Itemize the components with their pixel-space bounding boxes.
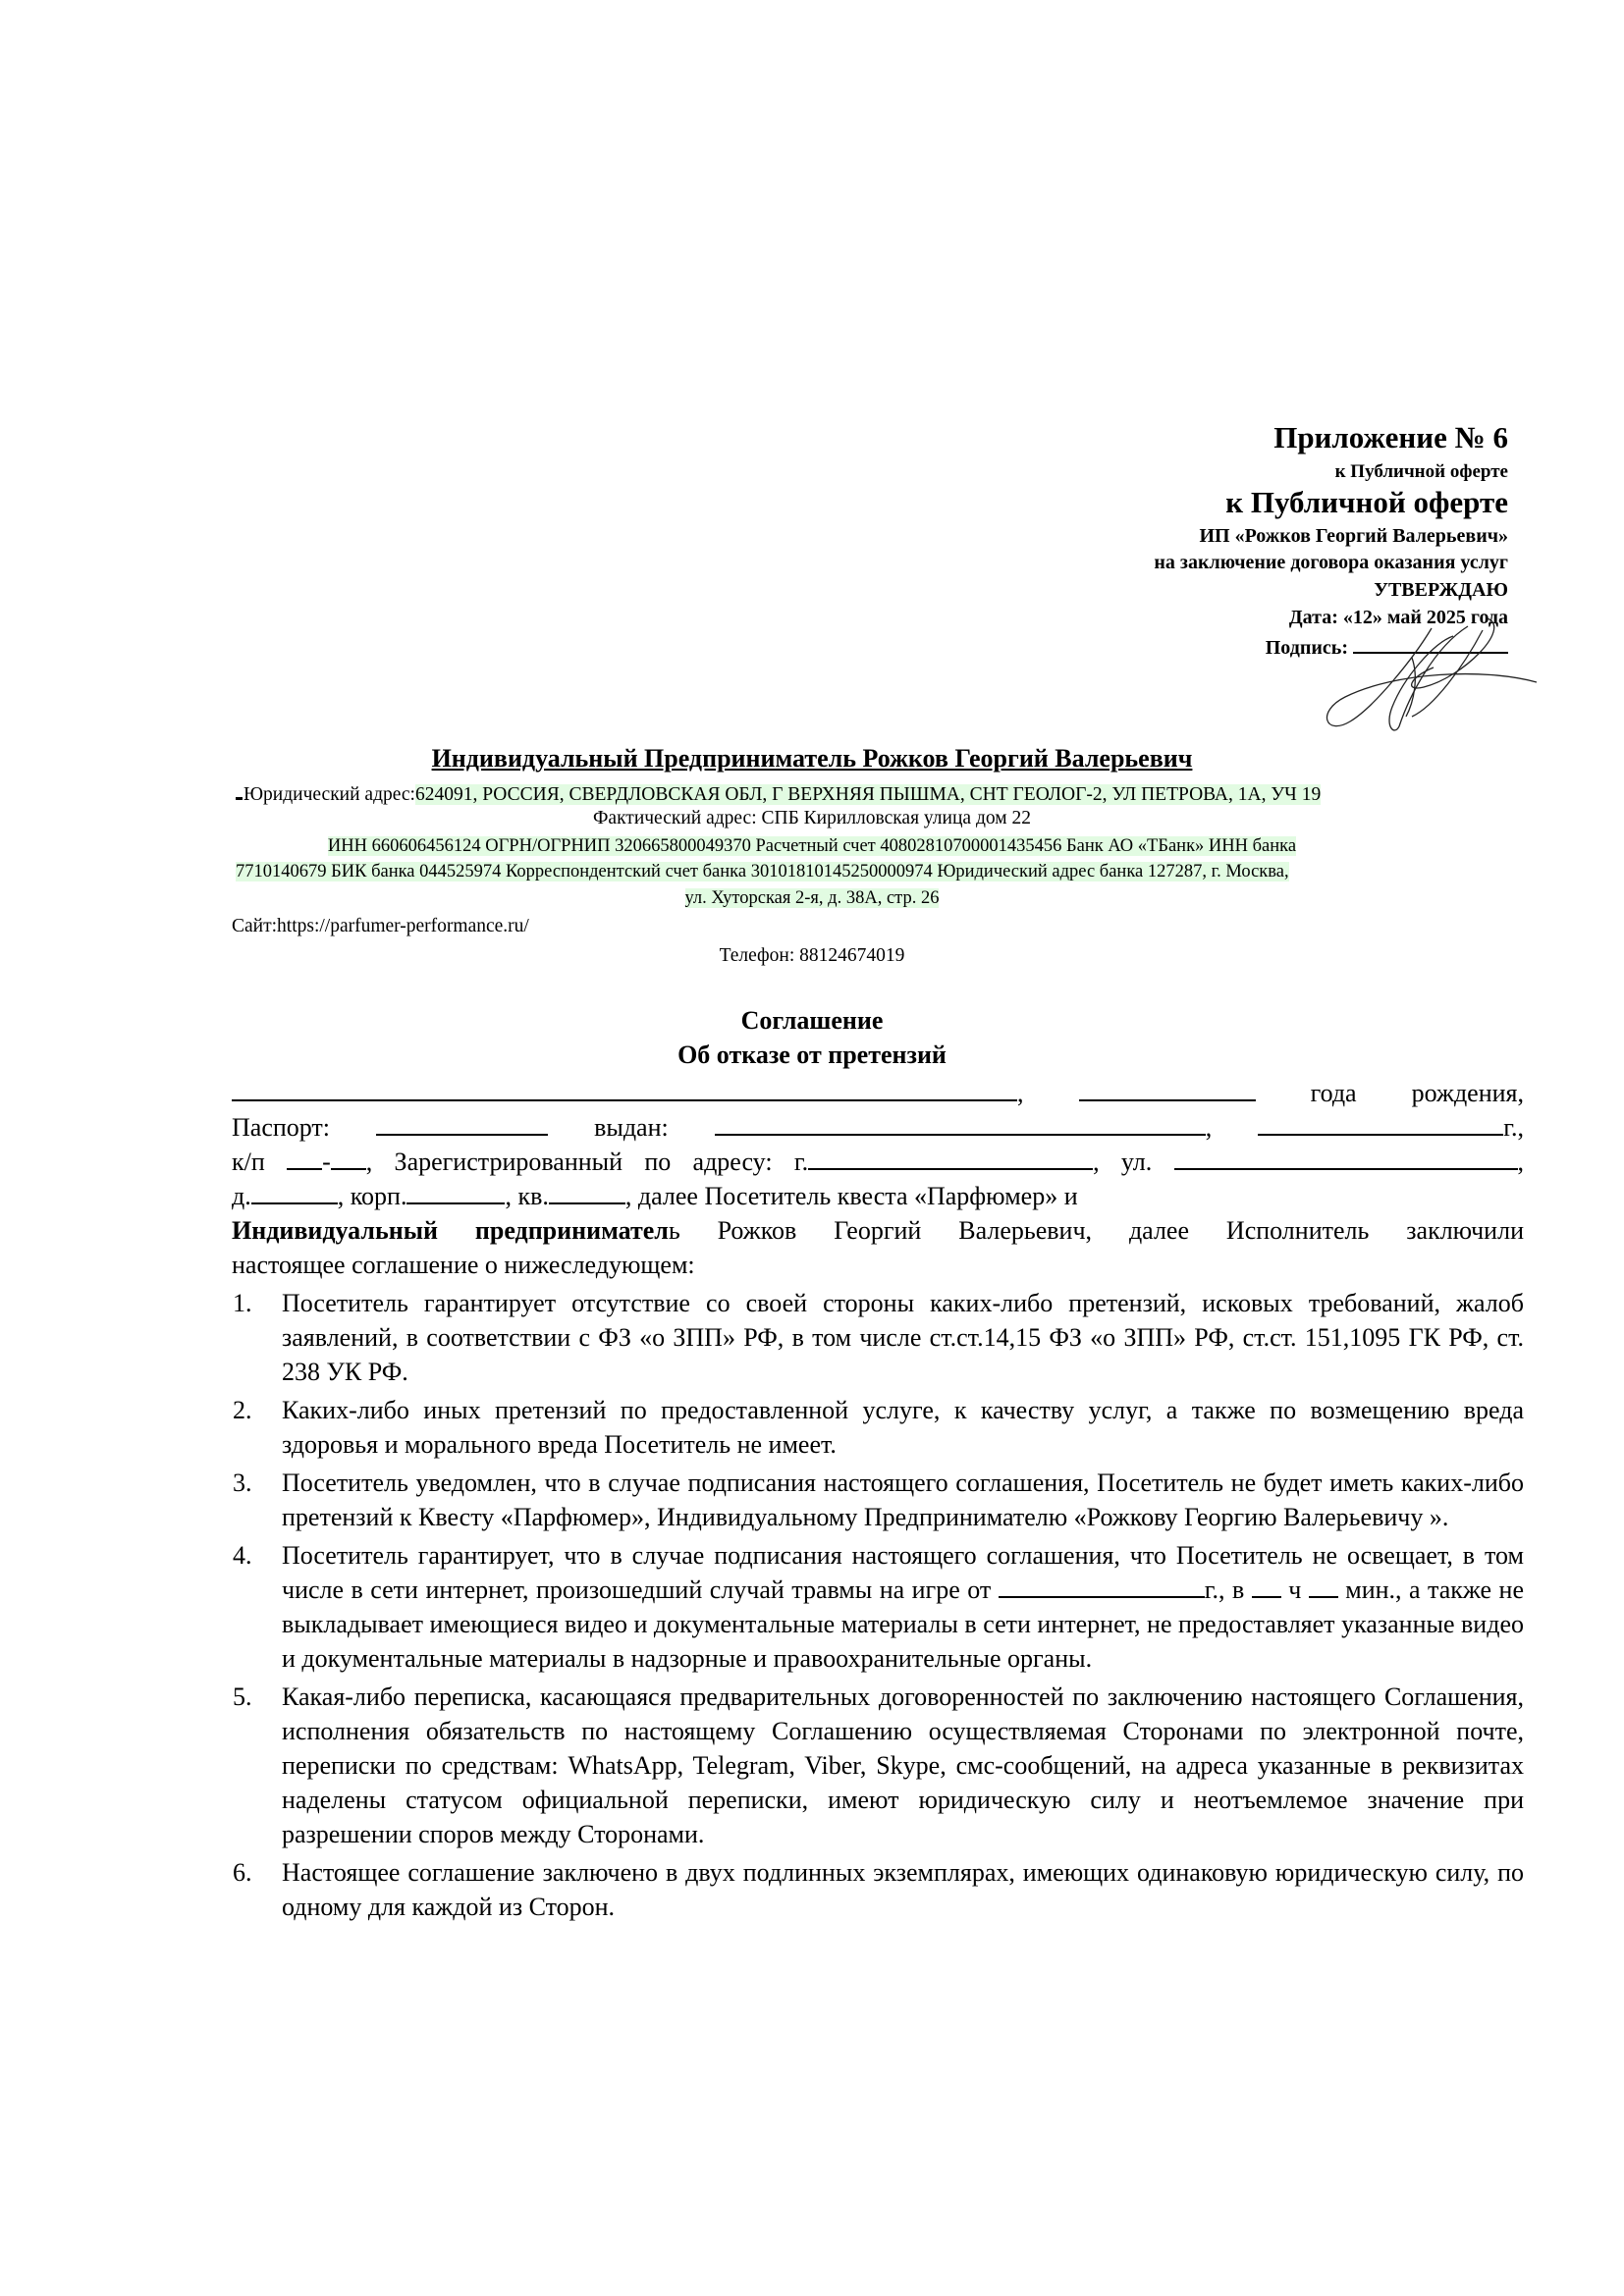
agreement-item-3: 3. Посетитель уведомлен, что в случае подписания настоящего соглашения, Посетитель не будет иметь каких-либо претензий к Квесту «Парфюмер», Индивидуальному Предпринимателю «Рожкову Георгию Валерьевичу ». (233, 1468, 1524, 1531)
agreement-items (232, 1286, 1524, 1924)
birth-year-field[interactable] (1079, 1076, 1256, 1101)
kp-field-2[interactable] (331, 1145, 366, 1170)
appendix-title: Приложение № 6 (1273, 420, 1508, 454)
dash-mark (236, 781, 243, 800)
approve-label: УТВЕРЖДАЮ (1374, 579, 1508, 601)
agreement-item-5: 5. Какая-либо переписка, касающаяся предварительных договоренностей по заключению настоящего Соглашения, исполнения обязательств по настоящему Соглашению осуществляемая Сторонами по электронной почте, переписки по средствам: WhatsApp, Telegram, Viber, Skype, смс-сообщений, на адреса указанные в реквизитах наделены статусом официальной переписки, имеют юридическую силу и неотъемлемое значение при разрешении споров между Сторонами. (233, 1682, 1524, 1848)
agreement-body (232, 1076, 1524, 1928)
signature-label: Подпись: (1265, 637, 1353, 659)
agreement-subtitle: Об отказе от претензий (677, 1041, 947, 1069)
handwritten-signature-icon (1316, 618, 1542, 736)
passport-issued-by-field[interactable] (715, 1110, 1206, 1136)
actual-address: Фактический адрес: СПБ Кирилловская улица дом 22 (593, 808, 1031, 828)
kp-field-1[interactable] (287, 1145, 322, 1170)
agreement-item-1: 1. Посетитель гарантирует отсутствие со своей стороны каких-либо претензий, исковых требований, жалоб заявлений, в соответствии с ФЗ «о ЗПП» РФ, в том числе ст.ст.14,15 ФЗ «о ЗПП» РФ, ст.ст. 151,1095 ГК РФ, ст. 238 УК РФ. (233, 1289, 1524, 1386)
street-field[interactable] (1174, 1145, 1518, 1170)
incident-date-field[interactable] (999, 1573, 1205, 1598)
contract-subject: на заключение договора оказания услуг (1154, 552, 1508, 573)
passport-issue-date-field[interactable] (1258, 1110, 1503, 1136)
form-line-house: д. , корп. , кв. , далее Посетитель квеста «Парфюмер» и (232, 1179, 1524, 1213)
form-line-intro: настоящее соглашение о нижеследующем: (232, 1251, 695, 1279)
offer-reference-large: к Публичной оферте (1225, 485, 1508, 519)
requisites-line-3: ул. Хуторская 2-я, д. 38А, стр. 26 (684, 888, 940, 908)
incident-hour-field[interactable] (1252, 1573, 1281, 1598)
legal-address-value: 624091, РОССИЯ, СВЕРДЛОВСКАЯ ОБЛ, Г ВЕРХНЯЯ ПЫШМА, СНТ ГЕОЛОГ-2, УЛ ПЕТРОВА, 1А, УЧ 19 (414, 784, 1322, 805)
corp-field[interactable] (406, 1179, 505, 1204)
house-field[interactable] (251, 1179, 338, 1204)
form-line-address: к/п - , Зарегистрированный по адресу: г. , ул. , (232, 1145, 1524, 1179)
offer-reference-small: к Публичной оферте (1334, 461, 1508, 482)
requisites-line-2: 7710140679 БИК банка 044525974 Корреспондентский счет банка 30101810145250000974 Юридический адрес банка 127287, г. Москва, (236, 862, 1289, 881)
legal-address-label: Юридический адрес: (244, 784, 415, 805)
requisites-line-1: ИНН 660606456124 ОГРН/ОГРНИП 320665800049370 Расчетный счет 40802810700001435456 Банк АО «ТБанк» ИНН банка (327, 836, 1297, 856)
city-field[interactable] (808, 1145, 1093, 1170)
incident-minute-field[interactable] (1309, 1573, 1338, 1598)
agreement-title: Соглашение (740, 1006, 884, 1035)
website-link[interactable]: Сайт:https://parfumer-performance.ru/ (232, 916, 529, 936)
agreement-item-2: 2. Каких-либо иных претензий по предоставленной услуге, к качеству услуг, а также по возмещению вреда здоровья и морального вреда Посетитель не имеет. (233, 1396, 1524, 1459)
approval-date: Дата: «12» май 2025 года (1288, 607, 1508, 628)
executor-label: Индивидуальный предпринимател (232, 1216, 669, 1245)
form-line-name: , года рождения, (232, 1076, 1524, 1110)
form-line-passport: Паспорт: выдан: , г., (232, 1110, 1524, 1145)
agreement-item-6: 6. Настоящее соглашение заключено в двух подлинных экземплярах, имеющих одинаковую юридическую силу, по одному для каждой из Сторон. (233, 1858, 1524, 1921)
legal-address (236, 781, 1321, 806)
form-line-executor: Индивидуальный предприниматель Рожков Георгий Валерьевич, далее Исполнитель заключили (232, 1216, 1524, 1245)
agreement-item-4: 4. Посетитель гарантирует, что в случае подписания настоящего соглашения, что Посетитель не освещает, в том числе в сети интернет, произошедший случай травмы на игре от г., в ч мин., а также не выкладывает имеющиеся видео и документальные материалы в сети интернет, не предоставляет указанные видео и документальные материалы в надзорные и правоохранительные органы. (233, 1541, 1524, 1673)
company-name: Индивидуальный Предприниматель Рожков Георгий Валерьевич (431, 744, 1193, 773)
name-field[interactable] (232, 1076, 1017, 1101)
ip-name: ИП «Рожков Георгий Валерьевич» (1199, 525, 1508, 547)
phone-number: Телефон: 88124674019 (719, 945, 905, 966)
flat-field[interactable] (549, 1179, 625, 1204)
passport-number-field[interactable] (376, 1110, 548, 1136)
